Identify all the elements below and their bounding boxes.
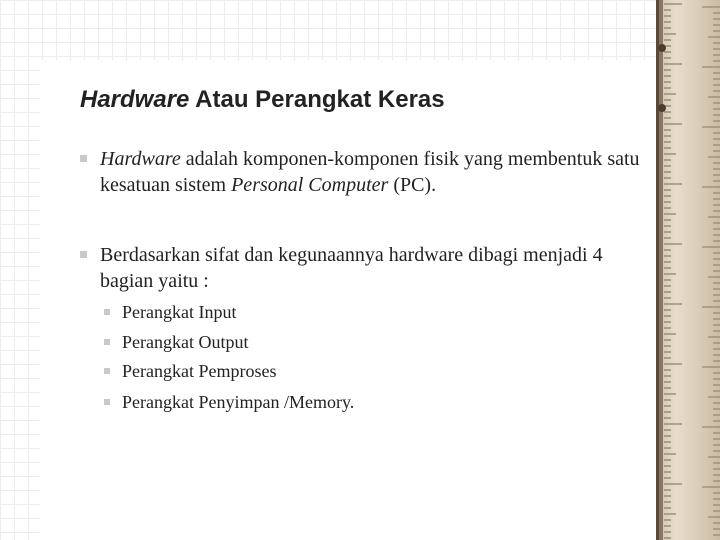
bullet-text: [100, 146, 640, 198]
square-bullet-icon: [104, 309, 110, 315]
square-bullet-icon: [104, 399, 110, 405]
sub-item-label: Perangkat Pemproses: [122, 361, 277, 381]
square-bullet-icon: [104, 339, 110, 345]
decorative-ruler: [656, 0, 720, 540]
title-italic-word: Hardware: [80, 86, 190, 113]
ruler-hole: [658, 44, 666, 52]
bullet-italic-term-2: Personal Computer: [231, 174, 389, 196]
bullet-text: Berdasarkan sifat dan kegunaannya hardware dibagi menjadi 4 bagian yaitu :: [100, 244, 603, 292]
title-rest: Atau Perangkat Keras: [189, 86, 445, 113]
ruler-ticks: [656, 0, 720, 540]
sub-item-label: Perangkat Penyimpan /Memory.: [122, 392, 355, 412]
bullet-italic-term: Hardware: [100, 148, 181, 170]
slide-title: [80, 86, 445, 114]
content-panel: [40, 60, 656, 540]
bullet-tail: (PC).: [388, 174, 437, 196]
ruler-hole: [658, 104, 666, 112]
square-bullet-icon: [104, 368, 110, 374]
sub-item-label: Perangkat Output: [122, 332, 249, 352]
bullet-body: adalah komponen-komponen fisik yang membentuk satu kesatuan sistem: [100, 148, 640, 196]
square-bullet-icon: [80, 155, 87, 162]
square-bullet-icon: [80, 251, 87, 258]
sub-item-label: Perangkat Input: [122, 302, 237, 322]
